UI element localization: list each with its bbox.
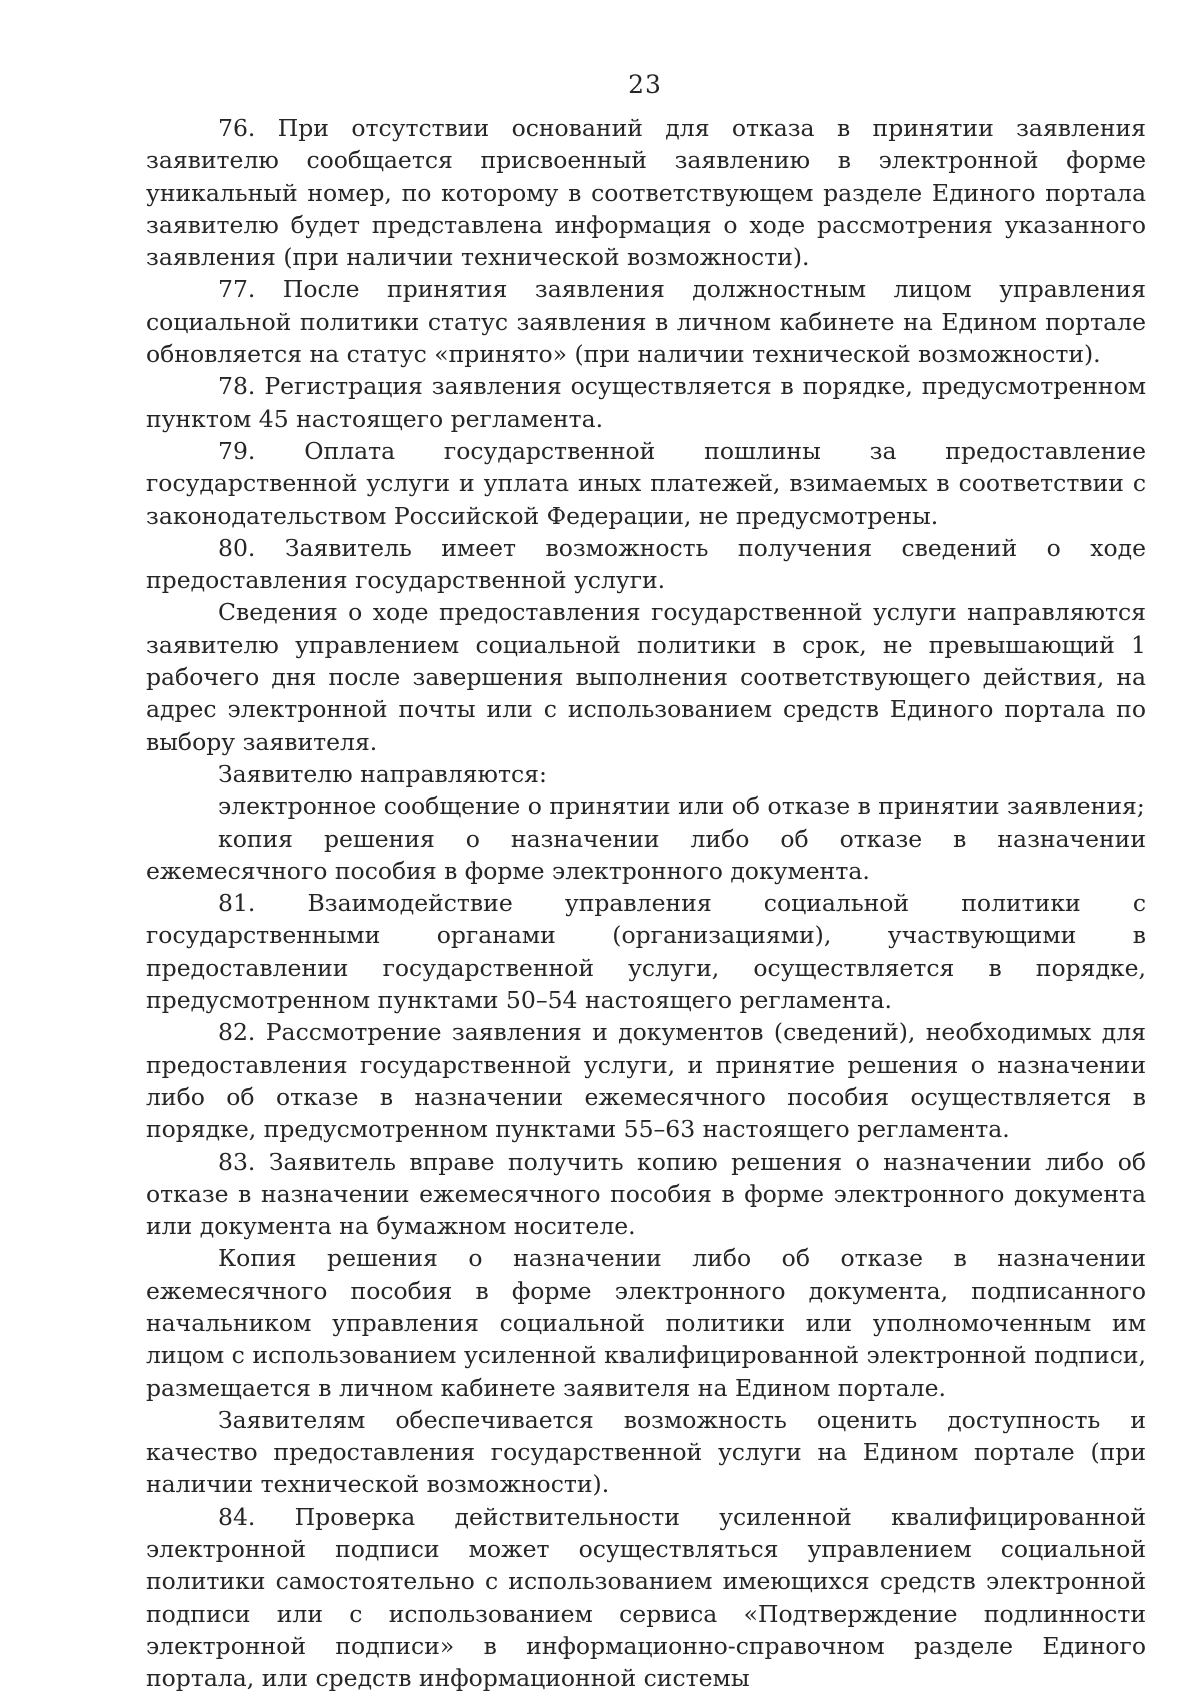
paragraph-83-rating: Заявителям обеспечивается возможность оценить доступность и качество предоставления государственной услуги на Едином портале (при наличии технической возможности). — [146, 1405, 1146, 1499]
paragraph-80-list-item-2: копия решения о назначении либо об отказе в назначении ежемесячного пособия в форме электронного документа. — [146, 824, 1146, 885]
paragraph-80-details: Сведения о ходе предоставления государственной услуги направляются заявителю управлением социальной политики в срок, не превышающий 1 рабочего дня после завершения выполнения соответствующего действия, на адрес электронной почты или с использованием средств Единого портала по выбору заявителя. — [146, 598, 1146, 756]
paragraph-80-list-item-1: электронное сообщение о принятии или об отказе в принятии заявления; — [218, 792, 1145, 821]
paragraph-79: 79. Оплата государственной пошлины за предоставление государственной услуги и уплата иных платежей, взимаемых в соответствии с законодательством Российской Федерации, не предусмотрены. — [146, 436, 1146, 530]
paragraph-80: 80. Заявитель имеет возможность получения сведений о ходе предоставления государственной услуги. — [146, 533, 1146, 595]
paragraph-83: 83. Заявитель вправе получить копию решения о назначении либо об отказе в назначении ежемесячного пособия в форме электронного документа или документа на бумажном носителе. — [146, 1147, 1146, 1241]
paragraph-76: 76. При отсутствии оснований для отказа в принятии заявления заявителю сообщается присвоенный заявлению в электронной форме уникальный номер, по которому в соответствующем разделе Единого портала заявителю будет представлена информация о ходе рассмотрения указанного заявления (при наличии технической возможности). — [146, 114, 1146, 272]
page-number: 23 — [628, 70, 662, 99]
paragraph-82: 82. Рассмотрение заявления и документов (сведений), необходимых для предоставления государственной услуги, и принятие решения о назначении либо об отказе в назначении ежемесячного пособия осуществляется в порядке, предусмотренном пунктами 55–63 настоящего регламента. — [146, 1018, 1146, 1144]
paragraph-81: 81. Взаимодействие управления социальной политики с государственными органами (организациями), участвующими в предоставлении государственной услуги, осуществляется в порядке, предусмотренном пунктами 50–54 настоящего регламента. — [146, 889, 1146, 1015]
paragraph-77: 77. После принятия заявления должностным лицом управления социальной политики статус заявления в личном кабинете на Едином портале обновляется на статус «принято» (при наличии технической возможности). — [146, 275, 1146, 369]
paragraph-83-copy: Копия решения о назначении либо об отказе в назначении ежемесячного пособия в форме электронного документа, подписанного начальником управления социальной политики или уполномоченным им лицом с использованием усиленной квалифицированной электронной подписи, размещается в личном кабинете заявителя на Едином портале. — [146, 1244, 1146, 1402]
paragraph-78: 78. Регистрация заявления осуществляется в порядке, предусмотренном пунктом 45 настоящего регламента. — [146, 372, 1146, 433]
paragraph-80-list-intro: Заявителю направляются: — [218, 759, 547, 788]
document-body — [146, 112, 1146, 1695]
paragraph-84: 84. Проверка действительности усиленной квалифицированной электронной подписи может осуществляться управлением социальной политики самостоятельно с использованием имеющихся средств электронной подписи или с использованием сервиса «Подтверждение подлинности электронной подписи» в информационно-справочном разделе Единого портала, или средств информационной системы — [146, 1502, 1146, 1693]
